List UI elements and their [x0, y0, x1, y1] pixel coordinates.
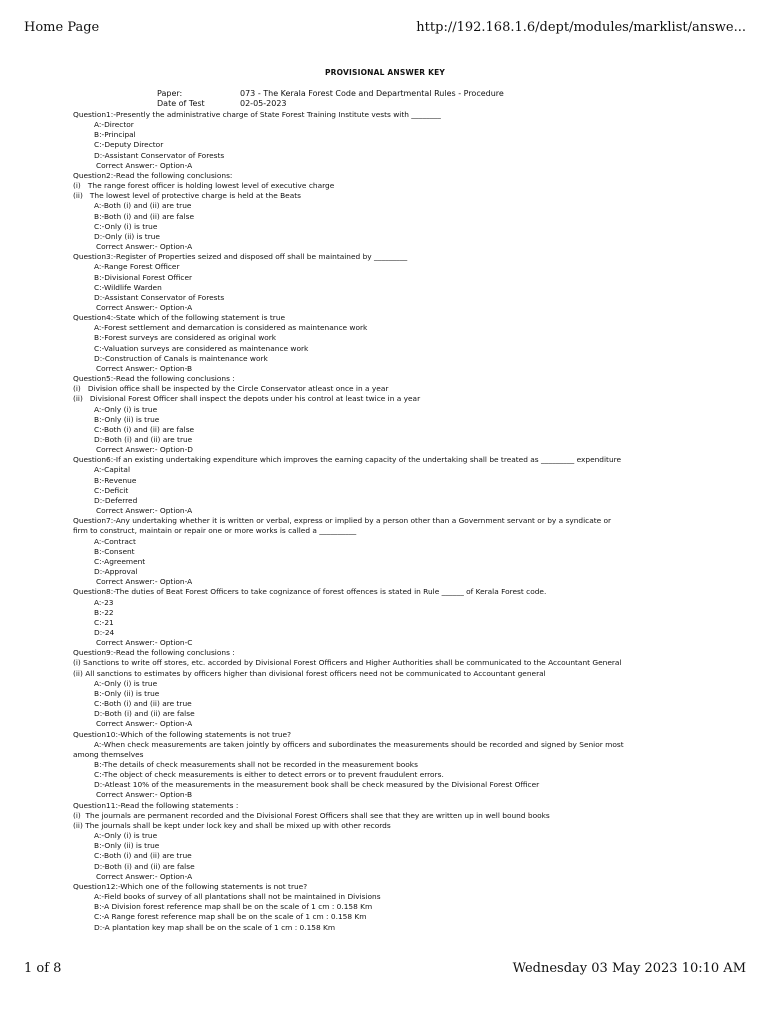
option-text: A:-When check measurements are taken jointly by officers and subordinates the measurements should be recorded and signed by Senior most: [94, 739, 624, 749]
option-text: A:-Only (i) is true: [94, 404, 158, 414]
option-text: C:-Both (i) and (ii) are true: [94, 851, 192, 861]
option-text: C:-Deputy Director: [94, 140, 164, 150]
statement-text: (ii) All sanctions to estimates by officers higher than divisional forest officers need not be communicated to Accountant general: [73, 668, 546, 678]
option-text: D:-Deferred: [94, 495, 138, 505]
option-text: B:-Only (ii) is true: [94, 414, 160, 424]
statement-text: (ii) The journals shall be kept under lock key and shall be mixed up with other records: [73, 820, 391, 830]
option-text: A:-Director: [94, 120, 134, 130]
header-home-page: Home Page: [24, 20, 100, 35]
option-text: C:-The object of check measurements is either to detect errors or to prevent fraudulent errors.: [94, 770, 444, 780]
header-url: http://192.168.1.6/dept/modules/marklist/answe...: [416, 20, 746, 35]
option-text: A:-23: [94, 597, 114, 607]
option-text: D:-Approval: [94, 567, 138, 577]
correct-answer: Correct Answer:- Option-B: [96, 790, 193, 800]
paper-label: Paper:: [157, 89, 183, 98]
correct-answer: Correct Answer:- Option-C: [96, 638, 193, 648]
option-text: A:-Both (i) and (ii) are true: [94, 201, 192, 211]
option-text: D:-Only (ii) is true: [94, 231, 160, 241]
option-text: D:-Assistant Conservator of Forests: [94, 150, 225, 160]
option-text: D:-A plantation key map shall be on the scale of 1 cm : 0.158 Km: [94, 922, 336, 932]
option-text: A:-Forest settlement and demarcation is considered as maintenance work: [94, 323, 368, 333]
question-text: Question9:-Read the following conclusions :: [73, 648, 235, 658]
option-text: D:-24: [94, 627, 115, 637]
footer-page-number: 1 of 8: [24, 961, 62, 976]
option-text: A:-Field books of survey of all plantations shall not be maintained in Divisions: [94, 892, 381, 902]
statement-text: (i) Division office shall be inspected by the Circle Conservator atleast once in a year: [73, 384, 389, 394]
correct-answer: Correct Answer:- Option-A: [96, 719, 193, 729]
option-text: B:-Forest surveys are considered as original work: [94, 333, 277, 343]
correct-answer: Correct Answer:- Option-A: [96, 160, 193, 170]
option-text: C:-Valuation surveys are considered as maintenance work: [94, 343, 309, 353]
correct-answer: Correct Answer:- Option-A: [96, 302, 193, 312]
option-text: B:-Only (ii) is true: [94, 688, 160, 698]
paper-value: 073 - The Kerala Forest Code and Departmental Rules - Procedure: [240, 89, 504, 98]
correct-answer: Correct Answer:- Option-D: [96, 445, 193, 455]
question-text: Question3:-Register of Properties seized and disposed off shall be maintained by _________: [73, 252, 408, 262]
option-text: C:-Wildlife Warden: [94, 282, 162, 292]
option-text: B:-A Division forest reference map shall be on the scale of 1 cm : 0.158 Km: [94, 902, 373, 912]
option-text: C:-Agreement: [94, 556, 146, 566]
answer-key-content: [73, 110, 693, 933]
question-text: Question8:-The duties of Beat Forest Officers to take cognizance of forest offences is stated in Rule ______ of Kerala Forest code.: [73, 587, 547, 597]
option-text: D:-Both (i) and (ii) are false: [94, 861, 195, 871]
question-text: firm to construct, maintain or repair one or more works is called a __________: [73, 526, 357, 536]
option-text: C:-Both (i) and (ii) are false: [94, 424, 195, 434]
question-text: Question1:-Presently the administrative charge of State Forest Training Institute vests with ________: [73, 110, 441, 119]
question-text: Question7:-Any undertaking whether it is written or verbal, express or implied by a person other than a Government servant or by a syndicate or: [73, 516, 612, 526]
question-text: Question2:-Read the following conclusions:: [73, 170, 233, 180]
option-text: B:-Revenue: [94, 475, 137, 485]
option-text: D:-Construction of Canals is maintenance work: [94, 353, 268, 363]
question-text: Question12:-Which one of the following statements is not true?: [73, 881, 308, 891]
date-value: 02-05-2023: [240, 99, 287, 108]
option-text: C:-21: [94, 617, 114, 627]
option-text: C:-Only (i) is true: [94, 221, 158, 231]
correct-answer: Correct Answer:- Option-A: [96, 506, 193, 516]
option-text: B:-Divisional Forest Officer: [94, 272, 193, 282]
statement-text: (i) Sanctions to write off stores, etc. accorded by Divisional Forest Officers and Higher Authorities shall be communicated to the Accountant General: [73, 658, 622, 668]
option-text: D:-Both (i) and (ii) are false: [94, 709, 195, 719]
option-text: D:-Assistant Conservator of Forests: [94, 292, 225, 302]
option-text: D:-Atleast 10% of the measurements in the measurement book shall be check measured by the Divisional Forest Officer: [94, 780, 540, 790]
date-label: Date of Test: [157, 99, 205, 108]
option-text: A:-Contract: [94, 536, 136, 546]
question-text: Question6:-If an existing undertaking expenditure which improves the earning capacity of the undertaking shall be treated as _________ expenditure: [73, 455, 622, 465]
option-text: A:-Capital: [94, 465, 130, 475]
option-text: A:-Only (i) is true: [94, 831, 158, 841]
option-text: C:-Both (i) and (ii) are true: [94, 699, 192, 709]
question-text: Question5:-Read the following conclusions :: [73, 374, 235, 384]
question-text: Question4:-State which of the following statement is true: [73, 313, 286, 323]
option-text: B:-22: [94, 607, 114, 617]
correct-answer: Correct Answer:- Option-B: [96, 363, 193, 373]
question-text: among themselves: [73, 749, 144, 759]
question-text: Question10:-Which of the following statements is not true?: [73, 729, 292, 739]
option-text: D:-Both (i) and (ii) are true: [94, 435, 193, 444]
option-text: B:-Both (i) and (ii) are false: [94, 211, 195, 221]
option-text: B:-Only (ii) is true: [94, 841, 160, 851]
option-text: B:-Consent: [94, 546, 135, 556]
option-text: B:-Principal: [94, 130, 136, 140]
paper-row: [157, 89, 504, 99]
statement-text: (i) The journals are permanent recorded and the Divisional Forest Officers shall see that they are written up in well bound books: [73, 810, 550, 820]
correct-answer: Correct Answer:- Option-A: [96, 242, 193, 252]
correct-answer: Correct Answer:- Option-A: [96, 871, 193, 881]
page-title: PROVISIONAL ANSWER KEY: [324, 68, 446, 77]
question-text: Question11:-Read the following statements :: [73, 800, 239, 810]
statement-text: (ii) The lowest level of protective charge is held at the Beats: [73, 191, 301, 201]
statement-text: (ii) Divisional Forest Officer shall inspect the depots under his control at least twice in a year: [73, 394, 421, 404]
correct-answer: Correct Answer:- Option-A: [96, 577, 193, 587]
option-text: A:-Range Forest Officer: [94, 262, 180, 272]
option-text: C:-A Range forest reference map shall be on the scale of 1 cm : 0.158 Km: [94, 912, 367, 922]
statement-text: (i) The range forest officer is holding lowest level of executive charge: [73, 181, 335, 191]
footer-timestamp: Wednesday 03 May 2023 10:10 AM: [512, 961, 746, 976]
option-text: A:-Only (i) is true: [94, 678, 158, 688]
option-text: C:-Deficit: [94, 485, 129, 495]
option-text: B:-The details of check measurements shall not be recorded in the measurement books: [94, 760, 418, 769]
date-row: [157, 99, 287, 109]
